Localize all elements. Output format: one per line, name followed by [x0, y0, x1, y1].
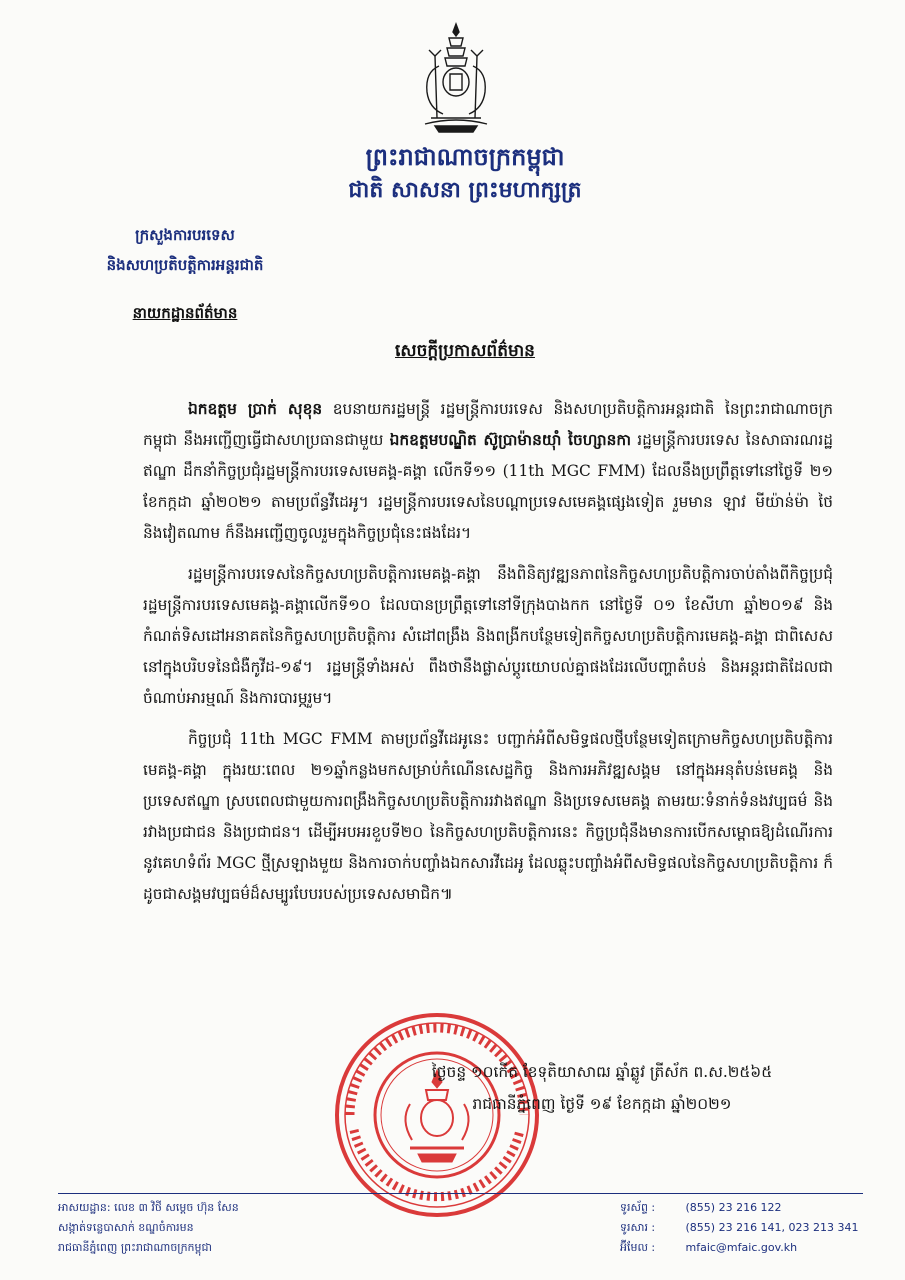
- kingdom-line-2: ជាតិ សាសនា ព្រះមហាក្សត្រ: [348, 177, 582, 203]
- kingdom-line-1: ព្រះរាជាណាចក្រកម្ពុជា: [365, 142, 565, 171]
- footer-divider: [58, 1193, 863, 1194]
- address-line-2: សង្កាត់ទន្លេបាសាក់ ខណ្ឌចំការមន: [58, 1221, 194, 1234]
- paragraph-2: រដ្ឋមន្ត្រីការបរទេសនៃកិច្ចសហប្រតិបត្តិការមេគង្គ-គង្គា នឹងពិនិត្យវឌ្ឍនភាពនៃកិច្ចសហប្រតិបត្តិការចាប់តាំងពីកិច្ចប្រជុំរដ្ឋមន្ត្រីការបរទេសមេគង្គ-គង្គាលើកទី១០ ដែលបានប្រព្រឹត្តទៅនៅទីក្រុងបាងកក នៅថ្ងៃទី ០១ ខែសីហា ឆ្នាំ២០១៩ និងកំណត់ទិសដៅអនាគតនៃកិច្ចសហប្រតិបត្តិការ សំដៅពង្រឹង និងពង្រីកបន្ថែមទៀតកិច្ចសហប្រតិបត្តិការមេគង្គ-គង្គា ជាពិសេស នៅក្នុងបរិបទនៃជំងឺកូវីដ-១៩។ រដ្ឋមន្ត្រីទាំងអស់ ពឹងថានឹងផ្លាស់ប្តូរយោបល់គ្នាផងដែរលើបញ្ហាតំបន់ និងអន្តរជាតិដែលជាចំណាប់អារម្មណ៍ និងការបារម្ភរួម។: [143, 565, 833, 707]
- address-line-1: អាសយដ្ឋាន: លេខ ៣ វិថី សម្តេច ហ៊ុន សែន: [58, 1201, 239, 1214]
- fax-label: ទូរសារ :: [620, 1221, 656, 1234]
- ministry-heading: [65, 220, 305, 328]
- press-release-body: [143, 394, 833, 920]
- email-address[interactable]: mfaic@mfaic.gov.kh: [685, 1241, 798, 1254]
- email-row: [620, 1238, 890, 1258]
- paragraph-1-text-a: ឧបនាយករដ្ឋមន្ត្រី រដ្ឋមន្ត្រីការបរទេស និងសហប្រតិបត្តិការអន្តរជាតិ នៃព្រះរាជាណាចក្រកម្ពុជា នឹងអញ្ជើញធ្វើជាសហប្រធានជាមួយ: [143, 400, 833, 449]
- phone-label: ទូរស័ព្ទ :: [620, 1201, 656, 1214]
- address-line-3: រាជធានីភ្នំពេញ ព្រះរាជាណាចក្រកម្ពុជា: [58, 1241, 212, 1254]
- department-name: នាយកដ្ឋានព័ត៌មាន: [132, 304, 238, 322]
- footer-address: [58, 1198, 478, 1258]
- phone-row: [620, 1198, 890, 1218]
- lunar-date: ថ្ងៃចន្ទ ១០កើត ខែទុតិយាសាឍ ឆ្នាំឆ្លូវ ត្រីស័ក ព.ស.២៥៦៥: [431, 1063, 773, 1081]
- paragraph-1-text-b: រដ្ឋមន្ត្រីការបរទេស នៃសាធារណរដ្ឋឥណ្ឌា ដឹកនាំកិច្ចប្រជុំរដ្ឋមន្ត្រីការបរទេសមេគង្គ-គង្គា លើកទី១១ (11th MGC FMM) ដែលនឹងប្រព្រឹត្តទៅនៅថ្ងៃទី ២១ ខែកក្កដា ឆ្នាំ២០២១ តាមប្រព័ន្ធវីដេអូ។ រដ្ឋមន្ត្រីការបរទេសនៃបណ្តាប្រទេសមេគង្គផ្សេងទៀត រួមមាន ឡាវ មីយ៉ាន់ម៉ា ថៃ និងវៀតណាម ក៏នឹងអញ្ជើញចូលរួមក្នុងកិច្ចប្រជុំនេះផងដែរ។: [143, 431, 833, 542]
- fax-row: [620, 1218, 890, 1238]
- ministry-line-2: និងសហប្រតិបត្តិការអន្តរជាតិ: [106, 256, 264, 274]
- kingdom-heading: [300, 140, 630, 206]
- phone-number: (855) 23 216 122: [685, 1201, 782, 1214]
- paragraph-3: កិច្ចប្រជុំ 11th MGC FMM តាមប្រព័ន្ធវីដេអូនេះ បញ្ជាក់អំពីសមិទ្ធផលថ្មីបន្ថែមទៀតក្រោមកិច្ចសហប្រតិបត្តិការមេគង្គ-គង្គា ក្នុងរយៈពេល ២១ឆ្នាំកន្លងមកសម្រាប់កំណើនសេដ្ឋកិច្ច និងការអភិវឌ្ឍសង្គម នៅក្នុងអនុតំបន់មេគង្គ និងប្រទេសឥណ្ឌា ស្របពេលជាមួយការពង្រឹងកិច្ចសហប្រតិបត្តិការរវាងឥណ្ឌា និងប្រទេសមេគង្គ តាមរយៈទំនាក់ទំនងវប្បធម៌ និងរវាងប្រជាជន និងប្រជាជន។ ដើម្បីអបអរខួបទី២០ នៃកិច្ចសហប្រតិបត្តិការនេះ កិច្ចប្រជុំនឹងមានការបើកសម្ពោធឱ្យដំណើរការនូវគេហទំព័រ MGC ថ្មីស្រឡាងមួយ និងការចាក់បញ្ចាំងឯកសារវីដេអូ ដែលឆ្លុះបញ្ចាំងអំពីសមិទ្ធផលនៃកិច្ចសហប្រតិបត្តិការ ក៏ដូចជាសង្គមវប្បធម៌ដ៏សម្បូរបែបរបស់ប្រទេសសមាជិក៕: [143, 730, 833, 903]
- indian-minister-name: ឯកឧត្តមបណ្ឌិត ស៊ូប្រាម៉ានយ៉ាំ ចៃហ្សានកា: [389, 431, 632, 449]
- date-block: [372, 1056, 832, 1120]
- royal-emblem-icon: [415, 22, 497, 134]
- press-release-title: សេចក្តីប្រកាសព័ត៌មាន: [395, 341, 535, 361]
- paragraph-1: [143, 394, 833, 549]
- email-label: អ៊ីមែល :: [620, 1241, 656, 1254]
- ministry-line-1: ក្រសួងការបរទេស: [135, 226, 235, 244]
- minister-name: ឯកឧត្តម ប្រាក់ សុខុន: [188, 400, 323, 418]
- solar-date: រាជធានីភ្នំពេញ ថ្ងៃទី ១៩ ខែកក្កដា ឆ្នាំ២០២១: [472, 1095, 732, 1113]
- fax-number: (855) 23 216 141, 023 213 341: [685, 1221, 859, 1234]
- footer-contact: [620, 1198, 890, 1258]
